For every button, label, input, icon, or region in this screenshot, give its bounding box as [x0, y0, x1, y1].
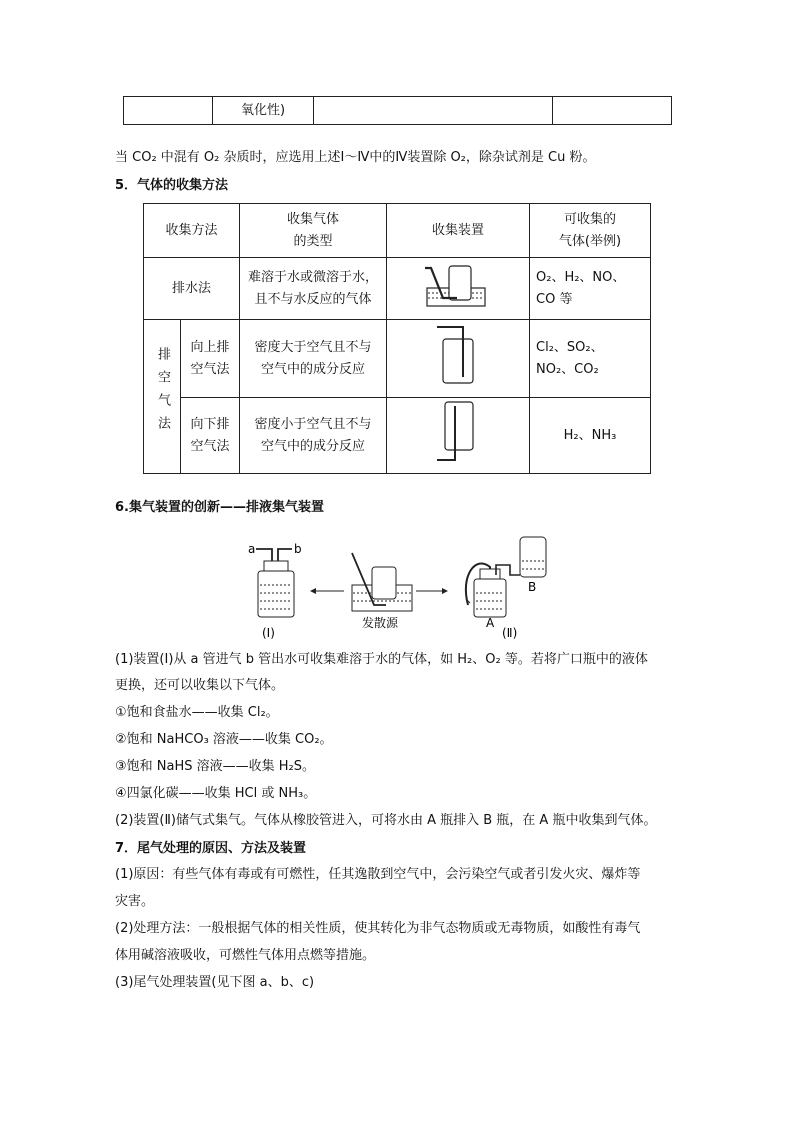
section-5-title: 5．气体的收集方法 — [115, 178, 229, 193]
device-I-bottle-icon — [248, 542, 302, 640]
paragraph: 体用碱溶液吸收，可燃性气体用点燃等措施。 — [115, 948, 376, 963]
header-type: 收集气体 的类型 — [240, 204, 387, 258]
section-7-title: 7．尾气处理的原因、方法及装置 — [115, 841, 307, 856]
method-downward: 向下排 空气法 — [181, 398, 240, 474]
label-B: B — [528, 580, 537, 594]
water-displacement-apparatus-icon — [423, 260, 493, 310]
paragraph: (2)处理方法：一般根据气体的相关性质，使其转化为非气态物质或无毒物质，如酸性有毒气 — [115, 921, 641, 936]
list-item: ③饱和 NaHS 溶液——收集 H₂S。 — [115, 759, 316, 774]
label-b: b — [294, 542, 302, 556]
examples-upward: Cl₂、SO₂、 NO₂、CO₂ — [530, 320, 651, 398]
paragraph: (2)装置(Ⅱ)储气式集气。气体从橡胶管进入，可将水由 A 瓶排入 B 瓶，在 A 瓶中收集到气体。 — [115, 813, 657, 828]
type-upward: 密度大于空气且不与 空气中的成分反应 — [240, 320, 387, 398]
method-air-group: 排空气法 — [144, 320, 181, 474]
source-apparatus-icon — [352, 553, 412, 630]
section-6-title: 6.集气装置的创新——排液集气装置 — [115, 500, 324, 515]
upward-air-displacement-icon — [433, 323, 483, 387]
label-a: a — [248, 542, 256, 556]
caption-II: (Ⅱ) — [502, 626, 518, 640]
caption-source: 发散源 — [362, 616, 399, 630]
label-A: A — [486, 616, 495, 630]
top-table-cell — [314, 97, 553, 125]
method-water: 排水法 — [144, 258, 240, 320]
top-table-fragment — [123, 96, 672, 125]
device-II-apparatus-icon — [466, 537, 546, 640]
paragraph: 更换，还可以收集以下气体。 — [115, 678, 285, 693]
gas-collection-table — [143, 203, 651, 474]
paragraph: (1)装置(Ⅰ)从 a 管进气 b 管出水可收集难溶于水的气体，如 H₂、O₂ 等。若将广口瓶中的液体 — [115, 652, 648, 667]
method-upward: 向上排 空气法 — [181, 320, 240, 398]
paragraph-co2: 当 CO₂ 中混有 O₂ 杂质时，应选用上述Ⅰ～Ⅳ中的Ⅳ装置除 O₂，除杂试剂是 Cu 粉。 — [115, 150, 596, 165]
top-table-cell — [553, 97, 672, 125]
top-table-cell: 氧化性) — [213, 97, 314, 125]
header-examples: 可收集的 气体(举例) — [530, 204, 651, 258]
list-item: ④四氯化碳——收集 HCl 或 NH₃。 — [115, 786, 317, 801]
paragraph: (1)原因：有些气体有毒或有可燃性，任其逸散到空气中，会污染空气或者引发火灾、爆炸等 — [115, 867, 641, 882]
examples-downward: H₂、NH₃ — [530, 398, 651, 474]
type-water: 难溶于水或微溶于水， 且不与水反应的气体 — [240, 258, 387, 320]
device-downward — [387, 398, 530, 474]
header-device: 收集装置 — [387, 204, 530, 258]
device-upward — [387, 320, 530, 398]
list-item: ①饱和食盐水——收集 Cl₂。 — [115, 705, 279, 720]
list-item: ②饱和 NaHCO₃ 溶液——收集 CO₂。 — [115, 732, 333, 747]
liquid-displacement-figure — [240, 535, 570, 645]
top-table-cell — [124, 97, 213, 125]
header-method: 收集方法 — [144, 204, 240, 258]
paragraph: (3)尾气处理装置(见下图 a、b、c) — [115, 975, 315, 990]
paragraph: 灾害。 — [115, 894, 155, 909]
examples-water: O₂、H₂、NO、 CO 等 — [530, 258, 651, 320]
downward-air-displacement-icon — [433, 400, 483, 464]
device-water — [387, 258, 530, 320]
caption-I: (Ⅰ) — [262, 626, 275, 640]
type-downward: 密度小于空气且不与 空气中的成分反应 — [240, 398, 387, 474]
